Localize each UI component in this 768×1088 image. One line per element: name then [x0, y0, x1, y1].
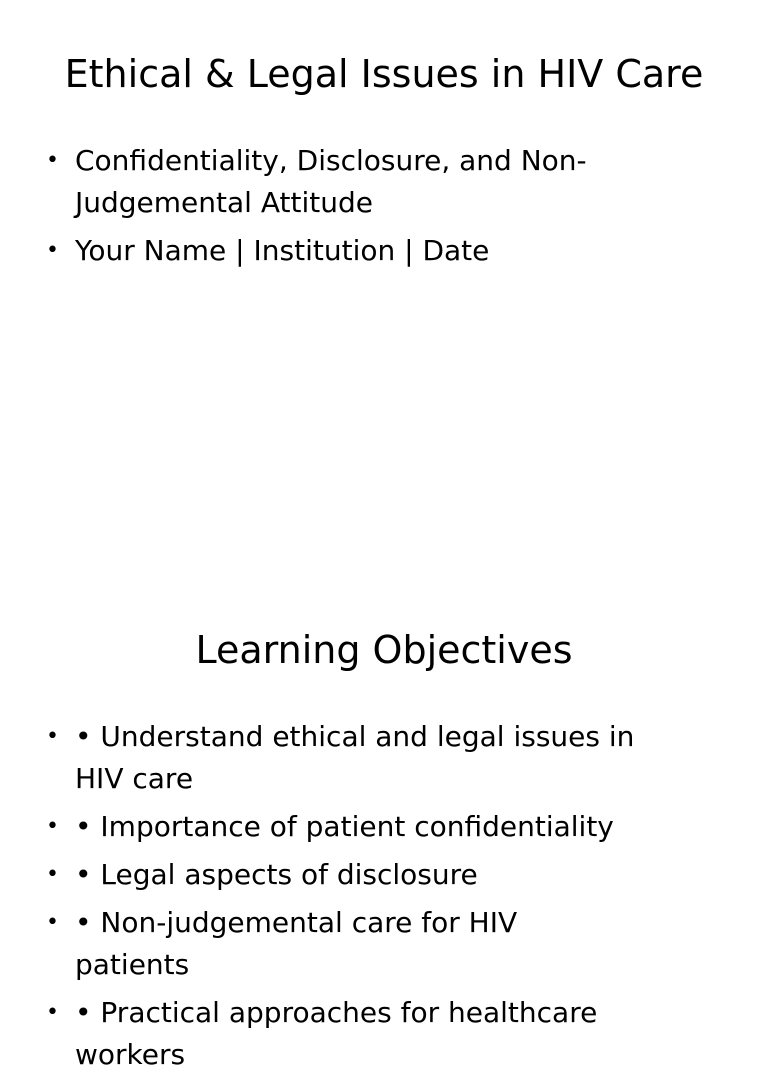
list-item — [0, 854, 640, 896]
list-item — [0, 806, 640, 848]
slide-title-page — [0, 0, 768, 512]
bullet-text: • Non-judgemental care for HIV patients — [75, 906, 518, 981]
bullet-list — [0, 716, 640, 1082]
bullet-list — [0, 140, 640, 278]
slide-title: Learning Objectives — [195, 628, 573, 672]
list-item — [0, 992, 640, 1076]
bullet-icon: • — [46, 1000, 59, 1025]
slide-title: Ethical & Legal Issues in HIV Care — [64, 52, 704, 96]
list-item — [0, 140, 640, 224]
list-item — [0, 902, 640, 986]
bullet-icon: • — [46, 148, 59, 173]
bullet-icon: • — [46, 862, 59, 887]
bullet-text: Your Name | Institution | Date — [75, 234, 490, 267]
list-item — [0, 716, 640, 800]
bullet-icon: • — [46, 814, 59, 839]
bullet-icon: • — [46, 238, 59, 263]
bullet-text: • Practical approaches for healthcare workers — [75, 996, 598, 1071]
list-item — [0, 230, 640, 272]
slide-learning-objectives — [0, 576, 768, 1088]
bullet-icon: • — [46, 724, 59, 749]
bullet-text: Confidentiality, Disclosure, and Non-Judgemental Attitude — [75, 144, 587, 219]
bullet-text: • Importance of patient confidentiality — [75, 810, 614, 843]
bullet-icon: • — [46, 910, 59, 935]
bullet-text: • Understand ethical and legal issues in HIV care — [75, 720, 635, 795]
bullet-text: • Legal aspects of disclosure — [75, 858, 478, 891]
